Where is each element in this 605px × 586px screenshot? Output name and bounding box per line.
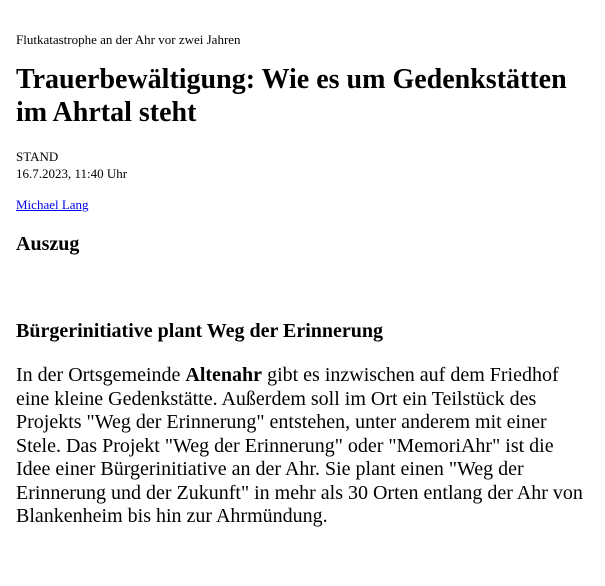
article-title: Trauerbewältigung: Wie es um Gedenkstätten im Ahrtal steht — [16, 64, 567, 128]
body-paragraph — [16, 364, 589, 529]
stand-label: STAND — [16, 149, 59, 164]
body-bold-place: Altenahr — [185, 364, 263, 386]
subheading: Bürgerinitiative plant Weg der Erinnerung — [16, 320, 384, 342]
author-link[interactable]: Michael Lang — [16, 197, 89, 212]
body-text-rest: gibt es inzwischen auf dem Friedhof eine kleine Gedenkstätte. Außerdem soll im Ort ein Teilstück des Projekts "Weg der Erinnerung" entstehen, unter anderem mit einer Stele. Das Projekt "Weg der Erinnerung" oder "MemoriAhr" ist die Idee einer Bürgerinitiative an der Ahr. Sie plant einen "Weg der Erinnerung und der Zukunft" in mehr als 30 Orten entlang der Ahr von Blankenheim bis hin zur Ahrmündung. — [16, 364, 583, 527]
excerpt-heading: Auszug — [16, 233, 80, 255]
stand-info — [16, 148, 127, 182]
topline: Flutkatastrophe an der Ahr vor zwei Jahren — [16, 32, 241, 47]
stand-date: 16.7.2023, 11:40 Uhr — [16, 166, 128, 181]
body-text-start: In der Ortsgemeinde — [16, 364, 186, 386]
